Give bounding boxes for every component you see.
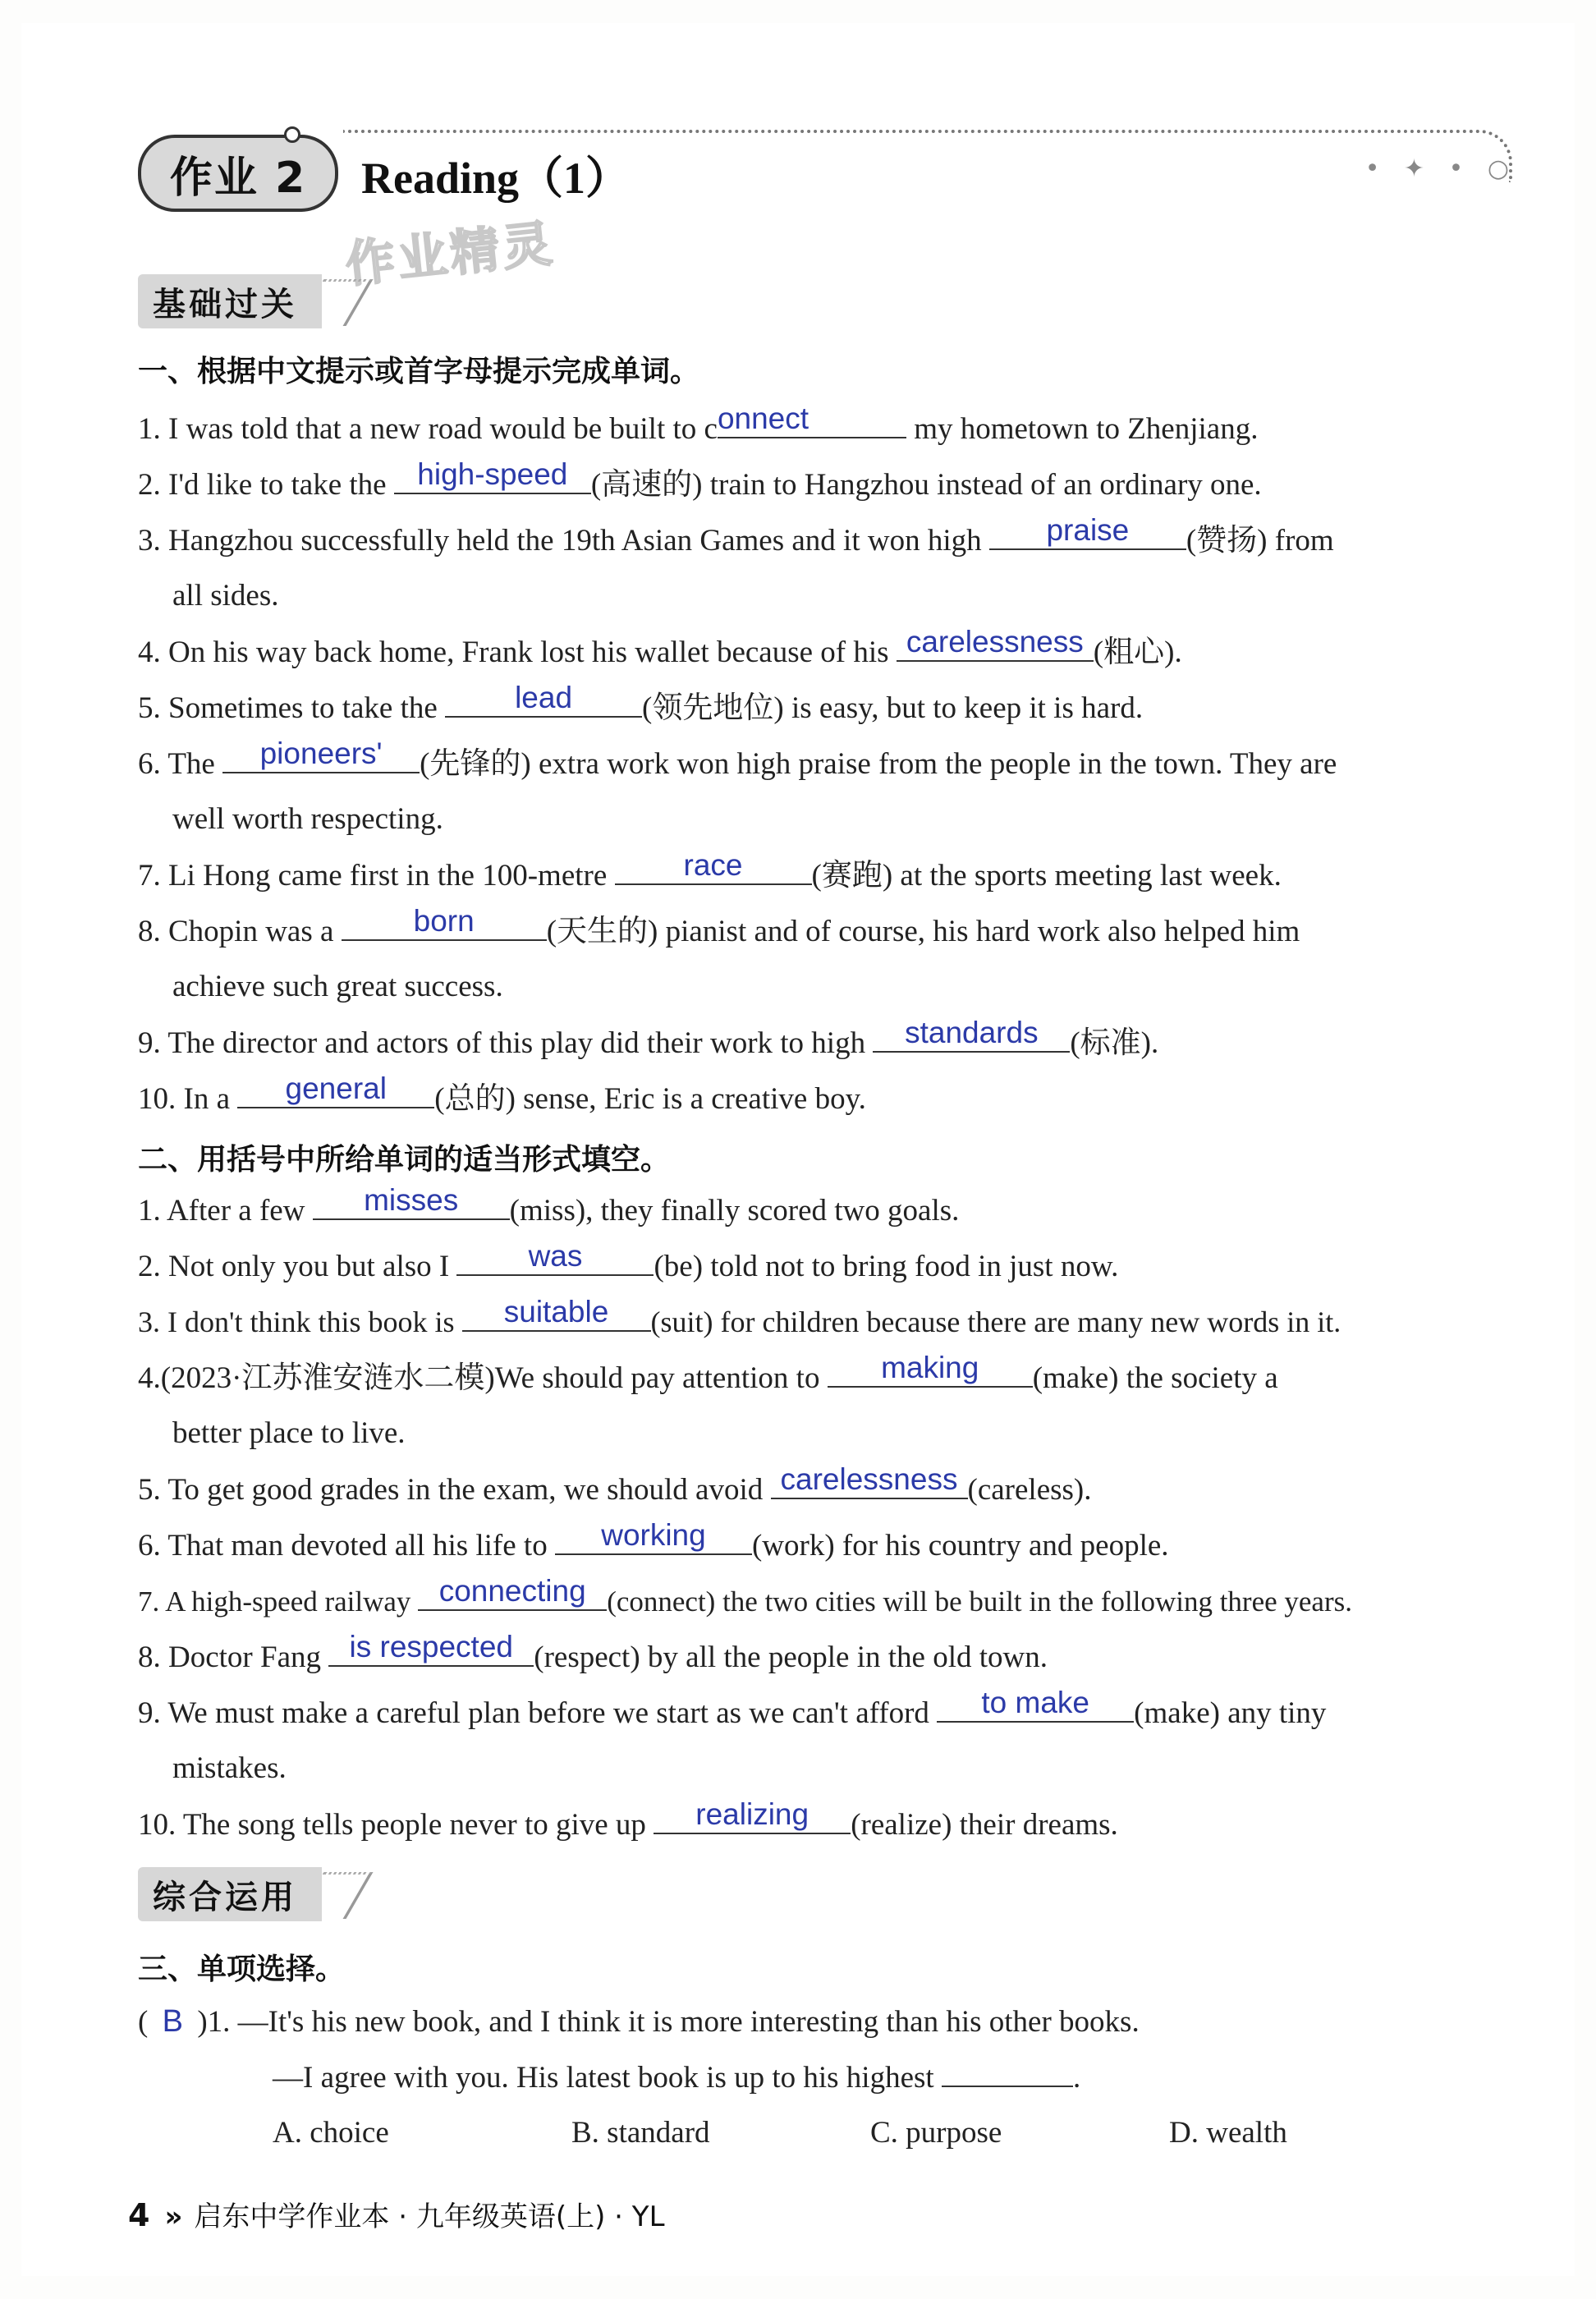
option-a[interactable]: A. choice (273, 2116, 389, 2150)
question-line: 10. In a general (总的) sense, Eric is a creative boy. (138, 1071, 866, 1116)
answer-blank[interactable]: race (615, 847, 812, 885)
question-line: 9. We must make a careful plan before we start as we can't afford to make (make) any tiny (138, 1686, 1327, 1730)
mc-answer[interactable]: B (162, 2004, 183, 2039)
question-line-cont: achieve such great success. (172, 970, 503, 1003)
part3-heading: 三、单项选择。 (138, 1953, 346, 1986)
book-title: 启东中学作业本 · 九年级英语(上) · YL (194, 2200, 665, 2233)
answer-blank[interactable]: is respected (328, 1629, 534, 1667)
answer-blank[interactable]: suitable (462, 1294, 651, 1332)
question-line-cont: mistakes. (172, 1751, 287, 1785)
question-line-cont: all sides. (172, 579, 279, 613)
answer-blank[interactable]: to make (937, 1685, 1134, 1723)
option-d[interactable]: D. wealth (1169, 2116, 1287, 2150)
page-footer (128, 2194, 665, 2234)
answer-blank[interactable]: standards (873, 1015, 1070, 1053)
question-line: 2. Not only you but also I was (be) told not to bring food in just now. (138, 1239, 1119, 1283)
question-line-cont: better place to live. (172, 1416, 406, 1450)
answer-blank[interactable]: carelessness (771, 1462, 968, 1499)
question-line: 6. The pioneers' (先锋的) extra work won high praise from the people in the town. They are (138, 737, 1337, 781)
question-line: 4. On his way back home, Frank lost his wallet because of his carelessness (粗心). (138, 625, 1182, 669)
question-line: 9. The director and actors of this play did their work to high standards (标准). (138, 1016, 1159, 1060)
question-line-cont: well worth respecting. (172, 802, 443, 836)
answer-blank[interactable]: was (456, 1238, 654, 1276)
section-tag-label: 综合运用 (153, 1878, 297, 1916)
double-chevron-icon: » (164, 2200, 183, 2233)
answer-blank[interactable]: general (237, 1071, 434, 1108)
question-line: 5. To get good grades in the exam, we should avoid carelessness (careless). (138, 1462, 1092, 1507)
question-line: 4.(2023·江苏淮安涟水二模)We should pay attention to making (make) the society a (138, 1351, 1278, 1395)
mc-question-stem: ( B )1. —It's his new book, and I think it is more interesting than his other books. (138, 1994, 1514, 2050)
question-line: 6. That man devoted all his life to working (work) for his country and people. (138, 1518, 1169, 1562)
answer-blank[interactable]: misses (313, 1182, 510, 1220)
mc-options (273, 2105, 1596, 2161)
question-line: 10. The song tells people never to give up realizing (realize) their dreams. (138, 1797, 1118, 1842)
answer-blank[interactable]: connecting (418, 1573, 607, 1611)
question-line: 5. Sometimes to take the lead (领先地位) is easy, but to keep it is hard. (138, 681, 1144, 725)
assignment-badge: 作业 2 (138, 135, 338, 212)
question-line: 1. I was told that a new road would be built to c onnect my hometown to Zhenjiang. (138, 402, 1259, 446)
answer-blank (942, 2049, 1073, 2087)
page-title: Reading（1） (361, 154, 631, 203)
question-line: 3. I don't think this book is suitable (suit) for children because there are many new words in it. (138, 1295, 1341, 1338)
option-b[interactable]: B. standard (571, 2116, 710, 2150)
part2-heading: 二、用括号中所给单词的适当形式填空。 (138, 1143, 671, 1177)
answer-blank[interactable]: realizing (654, 1797, 851, 1834)
watermark-logo: 作业精灵 (342, 214, 558, 295)
answer-blank[interactable]: working (555, 1517, 752, 1555)
answer-blank[interactable]: lead (445, 680, 642, 718)
question-line: 2. I'd like to take the high-speed (高速的) train to Hangzhou instead of an ordinary one. (138, 457, 1262, 502)
answer-blank[interactable]: high-speed (394, 457, 591, 494)
question-line: 7. Li Hong came first in the 100-metre race (赛跑) at the sports meeting last week. (138, 848, 1282, 893)
question-line: 1. After a few misses (miss), they finally scored two goals. (138, 1183, 960, 1228)
question-line: 3. Hangzhou successfully held the 19th Asian Games and it won high praise (赞扬) from (138, 513, 1334, 558)
answer-blank[interactable]: onnect (718, 401, 906, 438)
sparkle-icon: • ✦ • ○ (1364, 154, 1517, 183)
answer-blank[interactable]: born (342, 903, 547, 941)
answer-blank[interactable]: carelessness (897, 624, 1094, 662)
section-tag-basics (138, 274, 322, 328)
question-line: 8. Chopin was a born (天生的) pianist and of course, his hard work also helped him (138, 904, 1300, 948)
badge-ring-icon (284, 126, 300, 143)
question-line: 7. A high-speed railway connecting (connect) the two cities will be built in the following three years. (138, 1574, 1352, 1618)
mc-question-line2: —I agree with you. His latest book is up to his highest . (273, 2049, 1596, 2106)
section-tag-label: 基础过关 (153, 285, 297, 324)
option-c[interactable]: C. purpose (870, 2116, 1002, 2150)
answer-blank[interactable]: making (828, 1350, 1033, 1388)
question-line: 8. Doctor Fang is respected (respect) by all the people in the old town. (138, 1630, 1048, 1674)
answer-blank[interactable]: praise (989, 512, 1186, 550)
worksheet-header (138, 131, 1517, 213)
section-tag-comprehensive (138, 1867, 322, 1921)
part1-heading: 一、根据中文提示或首字母提示完成单词。 (138, 355, 700, 388)
answer-blank[interactable]: pioneers' (222, 736, 420, 773)
page-number: 4 (128, 2197, 150, 2233)
